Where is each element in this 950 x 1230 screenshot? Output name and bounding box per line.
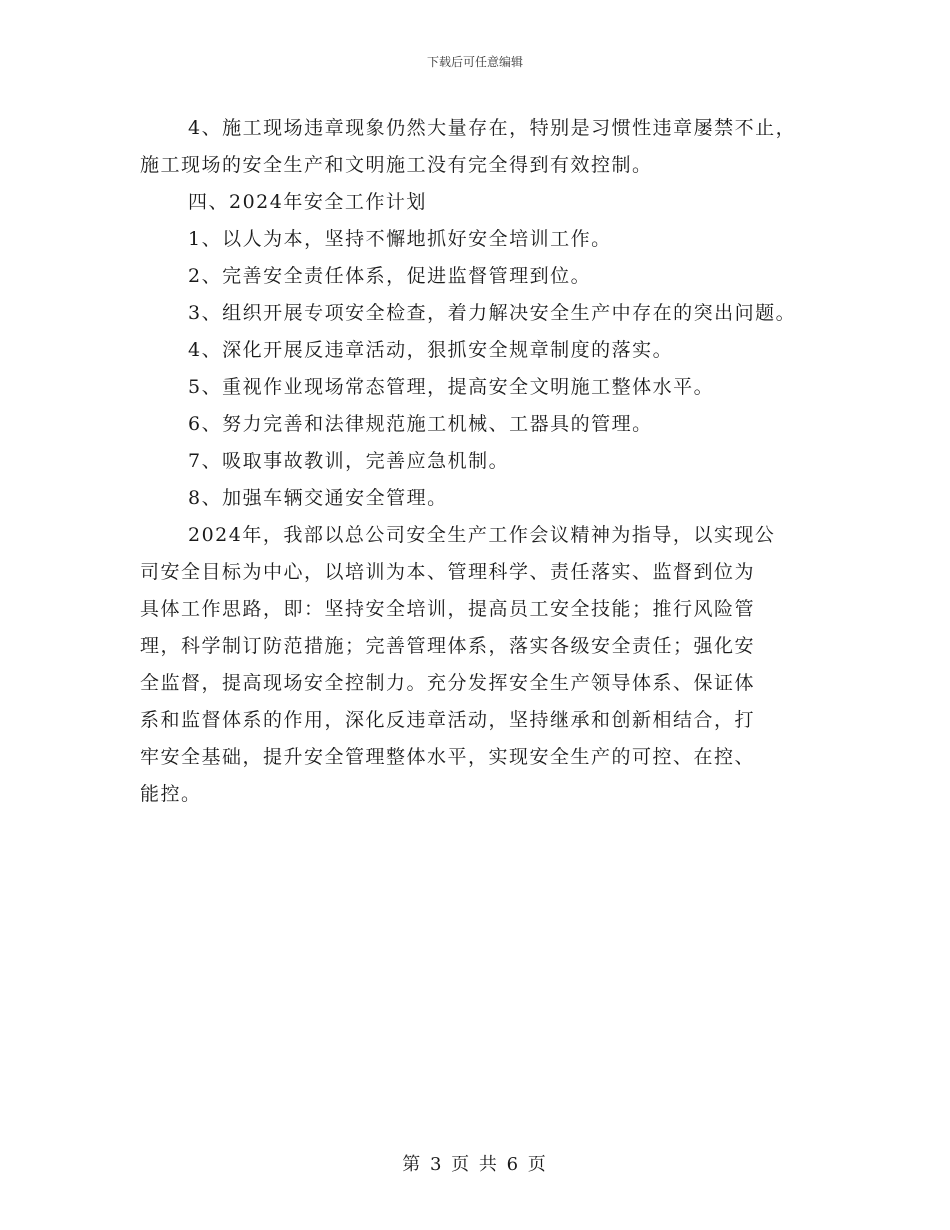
page-header: 下载后可任意编辑 <box>426 55 523 69</box>
paragraph-line: 4、施工现场违章现象仍然大量存在，特别是习惯性违章屡禁不止， <box>188 117 797 139</box>
paragraph-line: 理，科学制订防范措施；完善管理体系，落实各级安全责任；强化安 <box>140 635 756 657</box>
list-item: 6、努力完善和法律规范施工机械、工器具的管理。 <box>188 413 653 435</box>
page-number: 第 3 页 共 6 页 <box>402 1154 548 1175</box>
list-item: 8、加强车辆交通安全管理。 <box>188 487 448 509</box>
paragraph-line: 全监督，提高现场安全控制力。充分发挥安全生产领导体系、保证体 <box>140 672 756 694</box>
document-body <box>140 110 830 813</box>
list-item: 3、组织开展专项安全检查，着力解决安全生产中存在的突出问题。 <box>188 302 797 324</box>
paragraph-line: 司安全目标为中心，以培训为本、管理科学、责任落实、监督到位为 <box>140 561 756 583</box>
paragraph-line: 系和监督体系的作用，深化反违章活动，坚持继承和创新相结合，打 <box>140 709 756 731</box>
list-item: 1、以人为本，坚持不懈地抓好安全培训工作。 <box>188 228 612 250</box>
list-item: 4、深化开展反违章活动，狠抓安全规章制度的落实。 <box>188 339 674 361</box>
list-item: 5、重视作业现场常态管理，提高安全文明施工整体水平。 <box>188 376 715 398</box>
section-heading: 四、2024年安全工作计划 <box>188 191 427 213</box>
paragraph-line: 具体工作思路，即：坚持安全培训，提高员工安全技能；推行风险管 <box>140 598 756 620</box>
paragraph-line: 牢安全基础，提升安全管理整体水平，实现安全生产的可控、在控、 <box>140 746 756 768</box>
paragraph-line: 能控。 <box>140 783 202 805</box>
paragraph-line: 2024年，我部以总公司安全生产工作会议精神为指导，以实现公 <box>188 524 776 546</box>
paragraph-line: 施工现场的安全生产和文明施工没有完全得到有效控制。 <box>140 154 653 176</box>
list-item: 2、完善安全责任体系，促进监督管理到位。 <box>188 265 592 287</box>
list-item: 7、吸取事故教训，完善应急机制。 <box>188 450 510 472</box>
